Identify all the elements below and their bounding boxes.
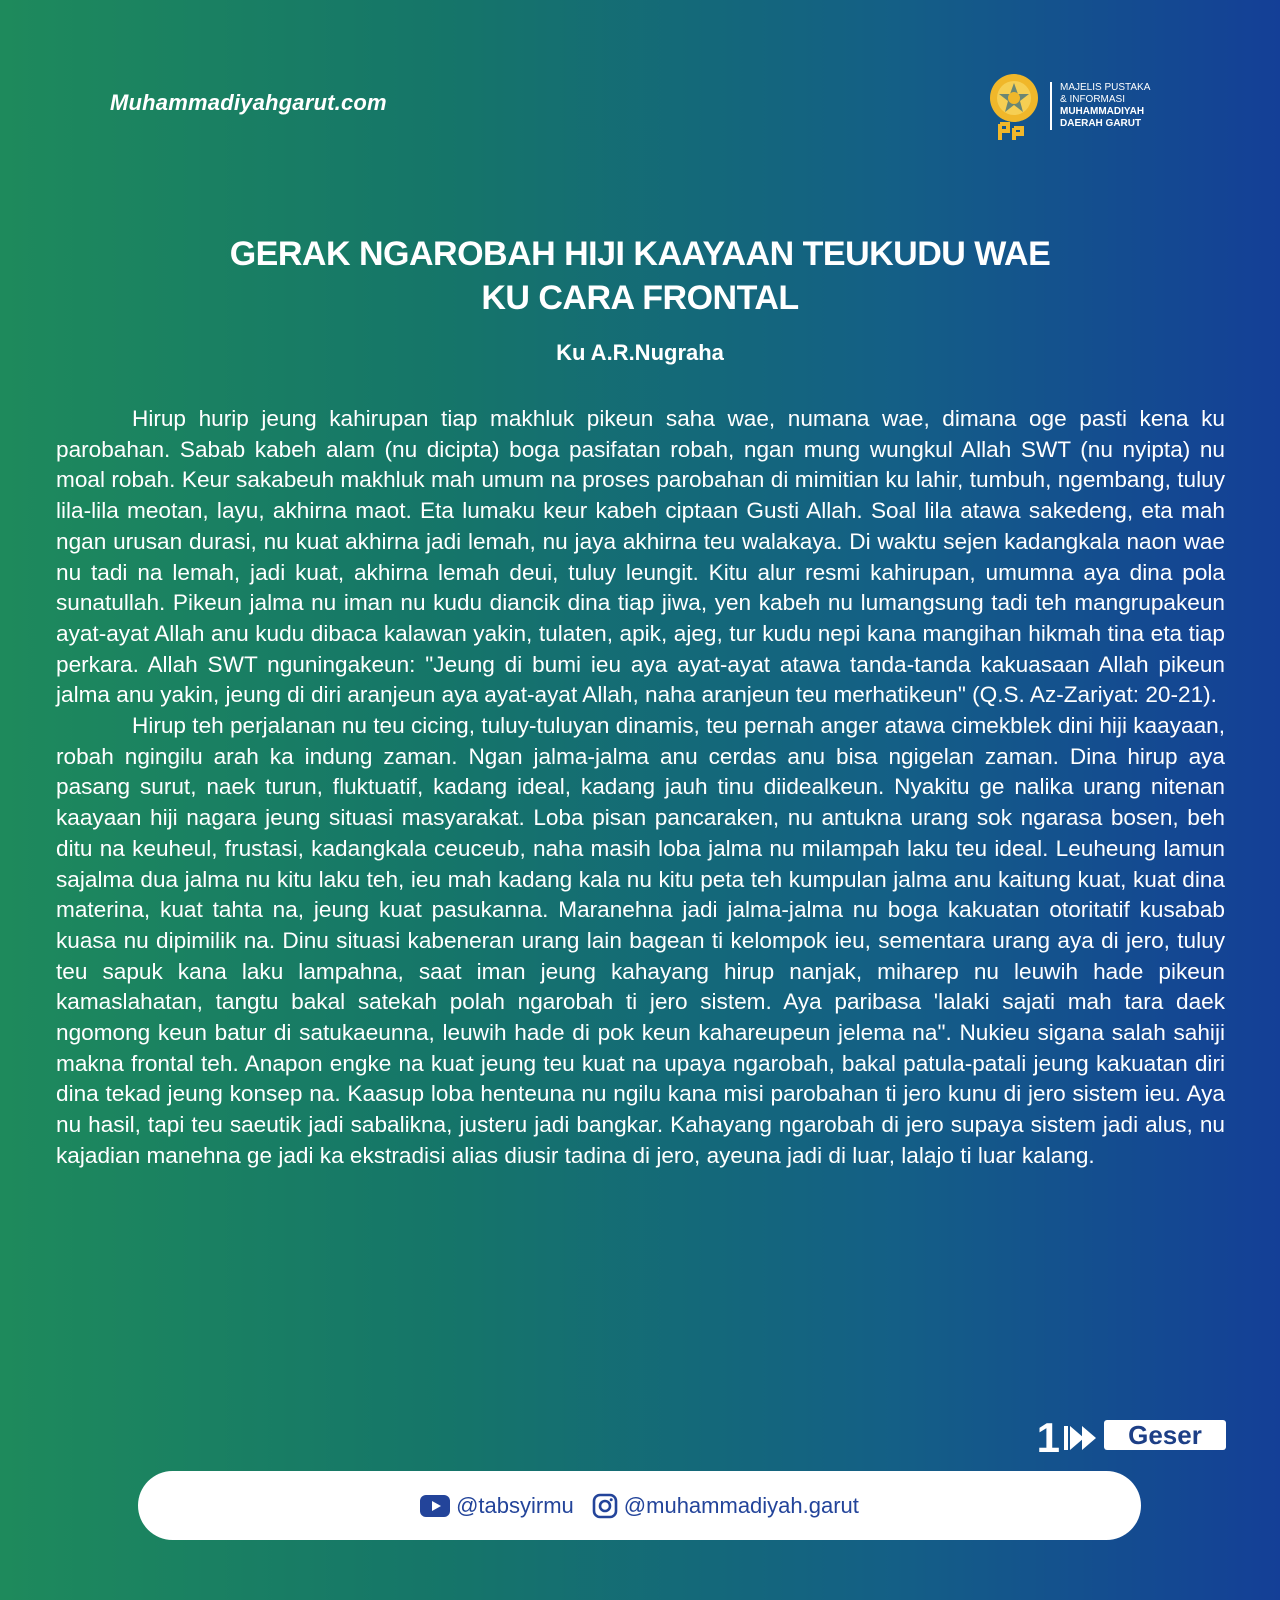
instagram-icon xyxy=(592,1493,618,1519)
logo-text xyxy=(1060,82,1150,130)
logo-line-1: MAJELIS PUSTAKA xyxy=(1060,82,1151,93)
next-slide-button[interactable]: Geser xyxy=(1104,1420,1226,1450)
site-url[interactable]: Muhammadiyahgarut.com xyxy=(110,90,387,115)
paragraph-2: Hirup teh perjalanan nu teu cicing, tuluy-tuluyan dinamis, teu pernah anger atawa cimekblek dini hiji kaayaan, robah ngingilu arah ka indung zaman. Ngan jalma-jalma anu cerdas anu bisa ngigelan zaman. Dina hirup aya pasang surut, naek turun, fluktuatif, kadang ideal, kadang jauh tinu diidealkeun. Nyakitu ge nalika urang nitenan kaayaan hiji nagara jeung situasi masyarakat. Loba pisan pancaraken, nu antukna urang sok ngarasa bosen, beh ditu na keuheul, frustasi, kadangkala ceuceub, naha masih loba jalma nu milampah laku teu ideal. Leuheung lamun sajalma dua jalma nu kitu laku teh, ieu mah kadang kala nu kitu peta teh kumpulan jalma anu kaitung kuat, kuat dina materina, kuat tahta na, jeung kuat pasukanna. Maranehna jadi jalma-jalma nu boga kakuatan otoritatif kusabab kuasa nu dipimilik na. Dinu situasi kabeneran urang lain bagean ti kelompok ieu, sementara urang aya di jero, tuluy teu sapuk kana laku lampahna, saat iman jeung kahayang hirup nanjak, miharep nu leuwih hade pikeun kamaslahatan, tangtu bakal satekah polah ngarobah ti jero sistem. Aya paribasa 'lalaki sajati mah tara daek ngomong keun batur di satukaeunna, leuwih hade di pok keun kahareupeun jelema na". Nukieu sigana salah sahiji makna frontal teh. Anapon engke na kuat jeung teu kuat na upaya ngarobah, bakal patula-patali jeung kakuatan diri dina tekad jeung konsep na. Kaasup loba henteuna nu ngilu kana misi parobahan ti jero kunu di jero sistem ieu. Aya nu hasil, tapi teu saeutik jadi sabalikna, justeru jadi bangkar. Kahayang ngarobah di jero supaya sistem jadi alus, nu kajadian manehna ge jadi ka ekstradisi alias diusir tadina di jero, ayeuna jadi di luar, lalajo ti luar kalang. xyxy=(56,713,1225,1168)
title-line-2: KU CARA FRONTAL xyxy=(481,279,799,317)
title-line-1: GERAK NGAROBAH HIJI KAAYAAN TEUKUDU WAE xyxy=(229,235,1051,273)
logo xyxy=(988,70,1168,142)
double-arrow-icon xyxy=(1064,1426,1098,1450)
page-number: 1 xyxy=(1036,1414,1060,1461)
paragraph-1: Hirup hurip jeung kahirupan tiap makhluk pikeun saha wae, numana wae, dimana oge pasti kena ku parobahan. Sabab kabeh alam (nu dicipta) boga pasifatan robah, ngan mung wungkul Allah SWT (nu nyipta) nu moal robah. Keur sakabeuh makhluk mah umum na proses parobahan di mimitian ku lahir, tumbuh, ngembang, tuluy lila-lila meotan, layu, akhirna maot. Eta lumaku keur kabeh ciptaan Gusti Allah. Soal lila atawa sakedeng, eta mah ngan urusan durasi, nu kuat akhirna jadi lemah, nu jaya akhirna teu walakaya. Di waktu sejen kadangkala naon wae nu tadi na lemah, jadi kuat, akhirna lemah deui, tuluy leungit. Kitu alur resmi kahirupan, umumna aya dina pola sunatullah. Pikeun jalma nu iman nu kudu diancik dina tiap jiwa, yen kabeh nu lumangsung tadi teh mangrupakeun ayat-ayat Allah anu kudu dibaca kalawan yakin, tulaten, apik, ajeg, tur kudu nepi kana mangihan hikmah tina eta tiap perkara. Allah SWT nguningakeun: "Jeung di bumi ieu aya ayat-ayat atawa tanda-tanda kakuasaan Allah pikeun jalma anu yakin, jeung di diri aranjeun aya ayat-ayat Allah, naha aranjeun teu merhatikeun" (Q.S. Az-Zariyat: 20-21). xyxy=(56,406,1225,708)
article-body xyxy=(56,404,1225,1172)
logo-line-4: DAERAH GARUT xyxy=(1060,118,1142,129)
youtube-link[interactable] xyxy=(420,1493,574,1519)
youtube-icon xyxy=(420,1495,450,1517)
article-author: Ku A.R.Nugraha xyxy=(556,340,724,365)
instagram-link[interactable] xyxy=(592,1493,859,1519)
youtube-handle: @tabsyirmu xyxy=(456,1492,574,1518)
instagram-handle: @muhammadiyah.garut xyxy=(623,1492,859,1518)
logo-line-2: & INFORMASI xyxy=(1060,94,1126,105)
logo-divider xyxy=(1050,82,1052,130)
logo-emblem-icon xyxy=(988,70,1040,142)
social-footer xyxy=(138,1471,1141,1540)
article-title xyxy=(0,232,1280,320)
logo-line-3: MUHAMMADIYAH xyxy=(1060,106,1145,117)
